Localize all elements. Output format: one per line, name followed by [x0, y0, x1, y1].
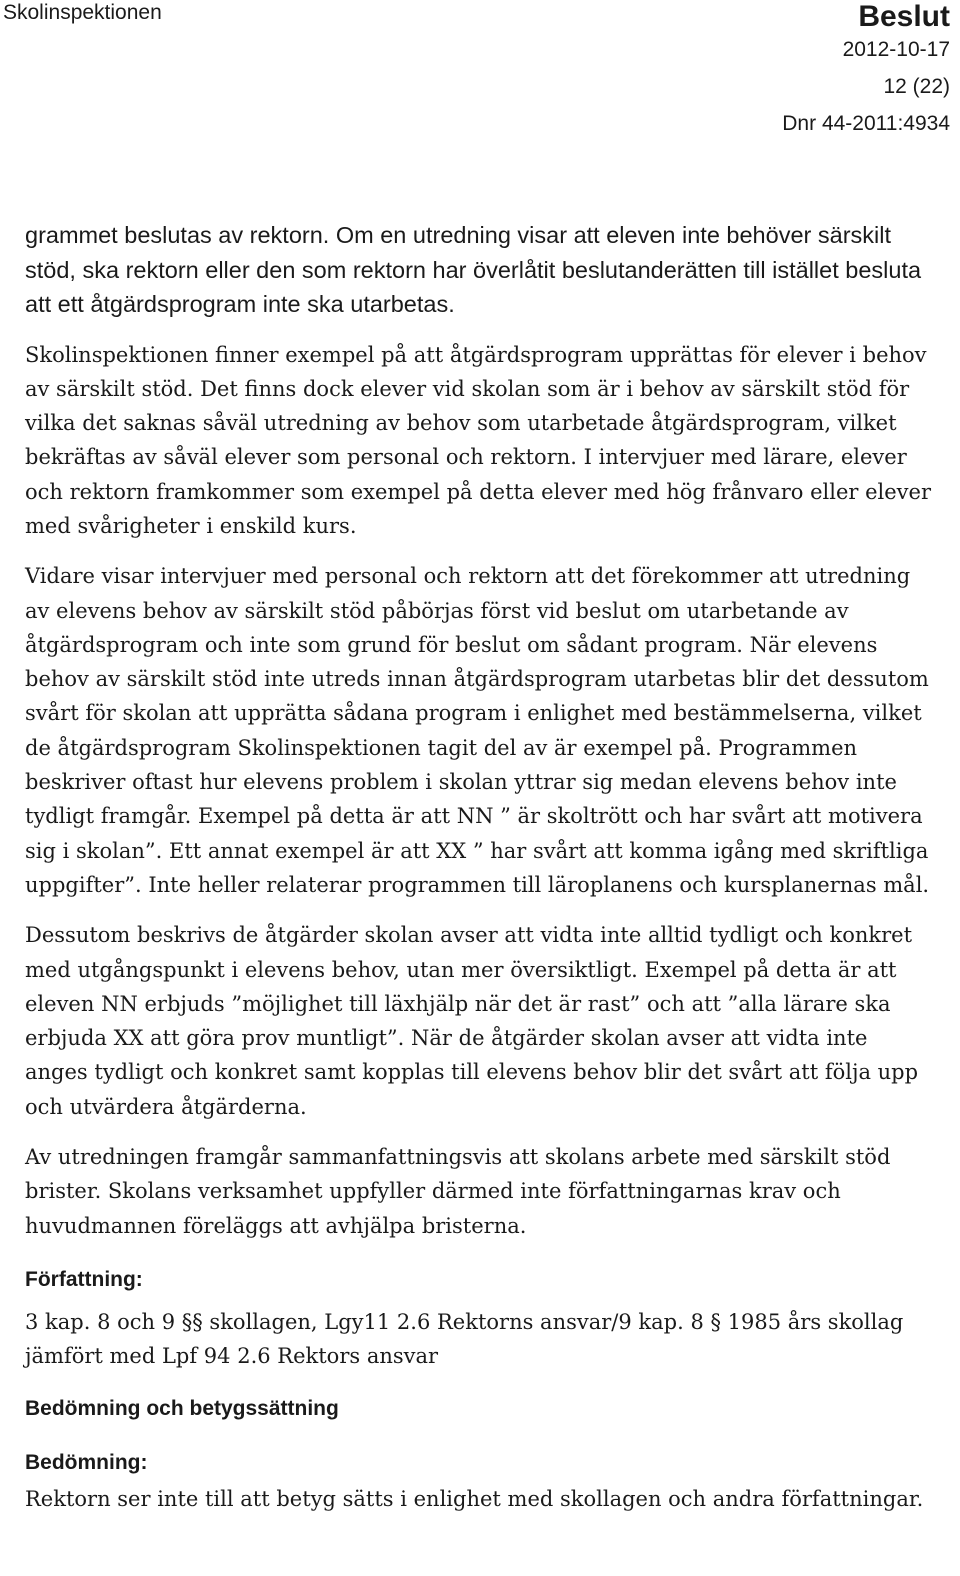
- paragraph-3: Vidare visar intervjuer med personal och rektorn att det förekommer att utredning av elevens behov av särskilt stöd påbörjas först vid beslut om utarbetande av åtgärdsprogram och inte som grund för beslut om sådant program. När elevens behov av särskilt stöd inte utreds innan åtgärdsprogram utarbetas blir det dessutom svårt för skolan att upprätta sådana program i enlighet med bestämmelserna, vilket de åtgärdsprogram Skolinspektionen tagit del av är exempel på. Programmen beskriver oftast hur elevens problem i skolan yttrar sig medan elevens behov inte tydligt framgår. Exempel på detta är att NN ” är skoltrött och har svårt att motivera sig i skolan”. Ett annat exempel är att XX ” har svårt att komma igång med skriftliga uppgifter”. Inte heller relaterar programmen till läroplanens och kursplanernas mål.: [25, 564, 930, 897]
- paragraph-5: Av utredningen framgår sammanfattningsvis att skolans arbete med särskilt stöd brister. Skolans verksamhet uppfyller därmed inte författningarnas krav och huvudmannen föreläggs att avhjälpa bristerna.: [25, 1145, 891, 1238]
- section-heading: Bedömning och betygssättning: [25, 1396, 339, 1420]
- document-type: Beslut: [858, 0, 950, 33]
- organization-name: Skolinspektionen: [3, 1, 162, 24]
- page-number: 12 (22): [883, 75, 950, 98]
- document-body: [25, 218, 935, 1516]
- registration-number: Dnr 44-2011:4934: [782, 112, 950, 135]
- forfattning-label: Författning:: [25, 1267, 143, 1291]
- document-date: 2012-10-17: [842, 38, 950, 61]
- document-header: [782, 0, 950, 137]
- bedomning-text: Rektorn ser inte till att betyg sätts i enlighet med skollagen och andra författningar.: [25, 1486, 924, 1511]
- bedomning-label: Bedömning:: [25, 1450, 148, 1474]
- paragraph-1: grammet beslutas av rektorn. Om en utredning visar att eleven inte behöver särskilt stöd, ska rektorn eller den som rektorn har överlåtit beslutanderätten till istället besluta att ett åtgärdsprogram inte ska utarbetas.: [25, 222, 922, 317]
- forfattning-text: 3 kap. 8 och 9 §§ skollagen, Lgy11 2.6 Rektorns ansvar/9 kap. 8 § 1985 års skollag jämfört med Lpf 94 2.6 Rektors ansvar: [25, 1309, 904, 1369]
- paragraph-4: Dessutom beskrivs de åtgärder skolan avser att vidta inte alltid tydligt och konkret med utgångspunkt i elevens behov, utan mer översiktligt. Exempel på detta är att eleven NN erbjuds ”möjlighet till läxhjälp när det är rast” och att ”alla lärare ska erbjuda XX att göra prov muntligt”. När de åtgärder skolan avser att vidta inte anges tydligt och konkret samt kopplas till elevens behov blir det svårt att följa upp och utvärdera åtgärderna.: [25, 923, 919, 1119]
- paragraph-2: Skolinspektionen finner exempel på att åtgärdsprogram upprättas för elever i behov av särskilt stöd. Det finns dock elever vid skolan som är i behov av särskilt stöd för vilka det saknas såväl utredning av behov som utarbetade åtgärdsprogram, vilket bekräftas av såväl elever som personal och rektorn. I intervjuer med lärare, elever och rektorn framkommer som exempel på detta elever med hög frånvaro eller elever med svårigheter i enskild kurs.: [25, 342, 931, 538]
